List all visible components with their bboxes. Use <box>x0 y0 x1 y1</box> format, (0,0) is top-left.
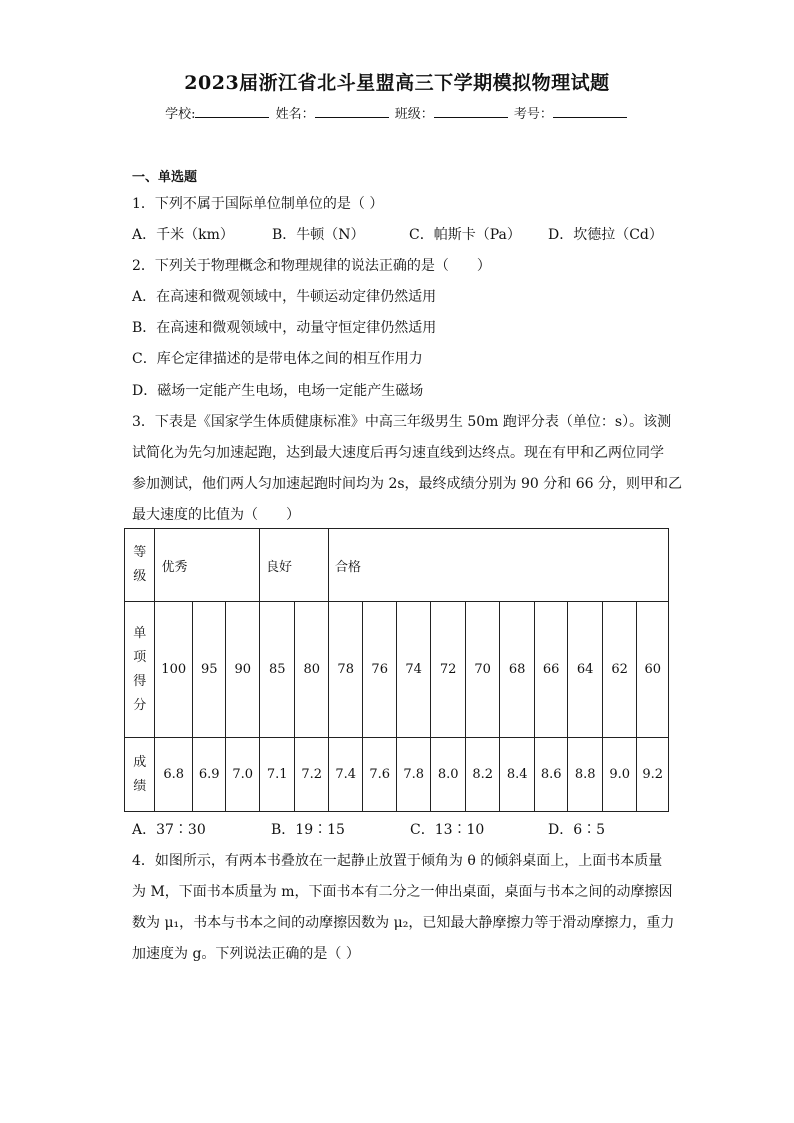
grade-header-char-2: 级 <box>133 569 147 584</box>
q1-stem: 1．下列不属于国际单位制单位的是（ ） <box>132 196 384 212</box>
score-header-char-3: 得 <box>133 673 147 689</box>
q4-stem-line-2: 为 M，下面书本质量为 m，下面书本有二分之一伸出桌面，桌面与书本之间的动摩擦因 <box>132 884 673 900</box>
time-header-cell <box>125 738 155 812</box>
q3-option-b: B．19∶15 <box>271 822 345 838</box>
q1-option-c: C．帕斯卡（Pa） <box>409 227 521 243</box>
score-cell: 60 <box>637 602 669 738</box>
exam-title: 2023届浙江省北斗星盟高三下学期模拟物理试题 <box>184 72 610 94</box>
score-header-char-4: 分 <box>133 697 147 713</box>
q3-option-c: C．13∶10 <box>410 822 485 838</box>
grade-good: 良好 <box>259 529 328 602</box>
q1-option-a: A．千米（km） <box>132 227 234 243</box>
score-cell: 76 <box>363 602 396 738</box>
q3-stem-line-3: 参加测试，他们两人匀加速起跑时间均为 2s，最终成绩分别为 90 分和 66 分，则甲和乙 <box>132 476 682 492</box>
grade-header-char-1: 等 <box>133 545 147 560</box>
number-blank <box>553 105 627 118</box>
score-cell: 95 <box>192 602 225 738</box>
q2-option-b: B．在高速和微观领域中，动量守恒定律仍然适用 <box>132 320 437 336</box>
q4-stem-line-3: 数为 μ₁，书本与书本之间的动摩擦因数为 μ₂，已知最大静摩擦力等于滑动摩擦力，重力 <box>132 915 675 931</box>
q3-stem-line-4: 最大速度的比值为（ ） <box>132 507 300 523</box>
score-table <box>124 528 669 812</box>
school-blank <box>195 105 269 118</box>
q4-stem-line-1: 4．如图所示，有两本书叠放在一起静止放置于倾角为 θ 的倾斜桌面上，上面书本质量 <box>132 853 663 869</box>
score-row <box>125 602 669 738</box>
q2-option-a: A．在高速和微观领域中，牛顿运动定律仍然适用 <box>132 289 437 305</box>
grade-header-cell <box>125 529 155 602</box>
score-header-cell <box>125 602 155 738</box>
class-blank <box>434 105 508 118</box>
grade-excellent: 优秀 <box>155 529 260 602</box>
score-cell: 74 <box>396 602 431 738</box>
time-cell: 8.2 <box>465 738 500 812</box>
score-cell: 66 <box>534 602 567 738</box>
time-cell: 8.8 <box>568 738 603 812</box>
grade-row <box>125 529 669 602</box>
class-label: 班级： <box>394 107 434 122</box>
score-cell: 62 <box>602 602 637 738</box>
score-header-char-1: 单 <box>133 625 147 641</box>
time-row <box>125 738 669 812</box>
time-cell: 9.2 <box>637 738 669 812</box>
time-cell: 9.0 <box>602 738 637 812</box>
score-cell: 100 <box>155 602 193 738</box>
q3-option-a: A．37∶30 <box>132 822 206 838</box>
q3-option-d: D．6∶5 <box>548 822 606 838</box>
q1-option-d: D．坎德拉（Cd） <box>548 227 663 243</box>
time-cell: 8.0 <box>431 738 466 812</box>
q3-stem-line-1: 3．下表是《国家学生体质健康标准》中高三年级男生 50m 跑评分表（单位：s）。该测 <box>132 414 672 430</box>
q2-stem: 2．下列关于物理概念和物理规律的说法正确的是（ ） <box>132 258 491 274</box>
q1-option-b: B．牛顿（N） <box>272 227 365 243</box>
q2-option-c: C．库仑定律描述的是带电体之间的相互作用力 <box>132 351 423 367</box>
name-blank <box>315 105 389 118</box>
grade-pass: 合格 <box>328 529 668 602</box>
student-info-line <box>0 103 794 122</box>
time-cell: 6.9 <box>192 738 225 812</box>
q3-stem-line-2: 试简化为先匀加速起跑，达到最大速度后再匀速直线到达终点。现在有甲和乙两位同学 <box>132 445 664 461</box>
score-cell: 80 <box>295 602 328 738</box>
q2-option-d: D．磁场一定能产生电场，电场一定能产生磁场 <box>132 383 424 399</box>
score-cell: 90 <box>226 602 259 738</box>
score-cell: 85 <box>259 602 295 738</box>
time-header-char-2: 绩 <box>133 778 147 794</box>
name-label: 姓名： <box>275 107 315 122</box>
time-cell: 7.4 <box>328 738 363 812</box>
time-cell: 7.6 <box>363 738 396 812</box>
number-label: 考号： <box>513 107 553 122</box>
time-cell: 6.8 <box>155 738 193 812</box>
school-label: 学校: <box>165 107 196 122</box>
time-cell: 7.8 <box>396 738 431 812</box>
time-header-char-1: 成 <box>133 754 147 770</box>
q4-stem-line-4: 加速度为 g。下列说法正确的是（ ） <box>132 946 360 962</box>
score-cell: 64 <box>568 602 603 738</box>
time-cell: 7.1 <box>259 738 295 812</box>
time-cell: 7.0 <box>226 738 259 812</box>
time-cell: 7.2 <box>295 738 328 812</box>
time-cell: 8.6 <box>534 738 567 812</box>
score-cell: 70 <box>465 602 500 738</box>
score-cell: 72 <box>431 602 466 738</box>
score-cell: 78 <box>328 602 363 738</box>
score-header-char-2: 项 <box>133 649 147 665</box>
section-title: 一、单选题 <box>132 170 198 185</box>
score-cell: 68 <box>500 602 535 738</box>
time-cell: 8.4 <box>500 738 535 812</box>
